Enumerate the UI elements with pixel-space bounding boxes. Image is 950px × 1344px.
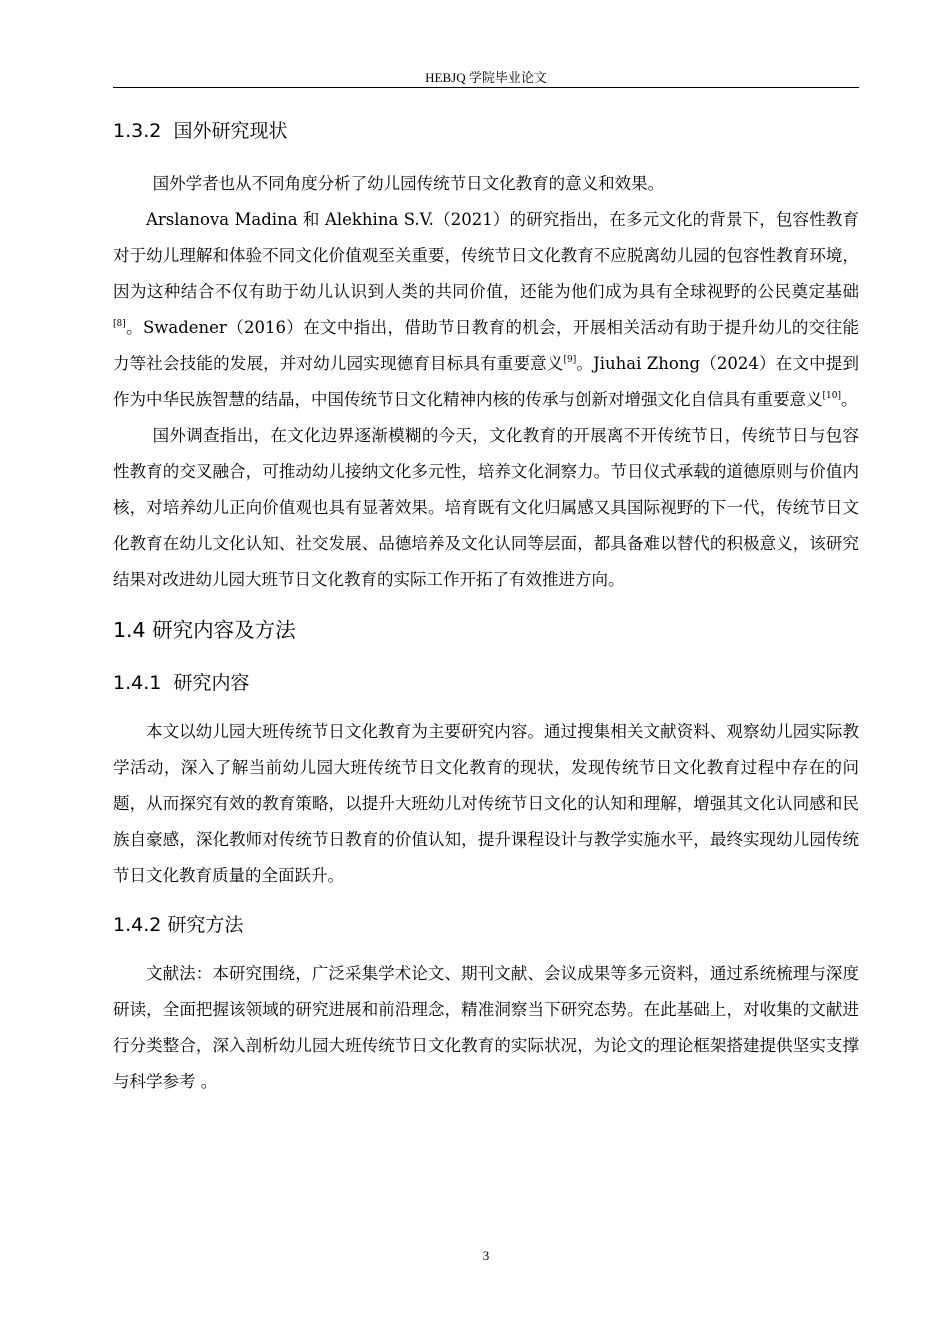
paragraph: 文献法：本研究围绕，广泛采集学术论文、期刊文献、会议成果等多元资料，通过系统梳理与深度研读，全面把握该领域的研究进展和前沿理念，精准洞察当下研究态势。在此基础上，对收集的文献进行分类整合，深入剖析幼儿园大班传统节日文化教育的实际状况，为论文的理论框架搭建提供坚实支撑与科学参考 。: [113, 964, 859, 1091]
section-heading-1-4-2: 1.4.2 研究方法: [113, 914, 244, 936]
page-body: [113, 118, 859, 1100]
paragraph-text: 。Jiuhai Zhong（2024）在文中提到作为中华民族智慧的结晶，中国传统节日文化精神内核的传承与创新对增强文化自信具有重要意义: [113, 354, 859, 409]
section-number: 1.4.1: [113, 672, 162, 694]
section-heading-1-4: 1.4 研究内容及方法: [113, 618, 296, 642]
header-rule: [113, 87, 859, 88]
section-title: 研究内容: [173, 672, 250, 694]
page-number: 3: [482, 1248, 490, 1263]
running-header: HEBJQ 学院毕业论文: [425, 70, 547, 85]
paragraph-text: Arslanova Madina 和 Alekhina S.V.（2021）的研究指出，在多元文化的背景下，包容性教育对于幼儿理解和体验不同文化价值观至关重要，传统节日文化教育不应脱离幼儿园的包容性教育环境，因为这种结合不仅有助于幼儿认识到人类的共同价值，还能为他们成为具有全球视野的公民奠定基础: [113, 210, 859, 301]
section-heading-1-3-2: [113, 118, 859, 144]
paragraph: 国外调查指出，在文化边界逐渐模糊的今天，文化教育的开展离不开传统节日，传统节日与包容性教育的交叉融合，可推动幼儿接纳文化多元性，培养文化洞察力。节日仪式承载的道德原则与价值内核，对培养幼儿正向价值观也具有显著效果。培育既有文化归属感又具国际视野的下一代，传统节日文化教育在幼儿文化认知、社交发展、品德培养及文化认同等层面，都具备难以替代的积极意义，该研究结果对改进幼儿园大班节日文化教育的实际工作开拓了有效推进方向。: [113, 426, 859, 589]
paragraph: [113, 202, 859, 418]
section-number: 1.3.2: [113, 120, 162, 142]
section-title: 国外研究现状: [173, 120, 288, 142]
citation: [9]: [563, 355, 577, 365]
paragraph: 本文以幼儿园大班传统节日文化教育为主要研究内容。通过搜集相关文献资料、观察幼儿园实际教学活动，深入了解当前幼儿园大班传统节日文化教育的现状，发现传统节日文化教育过程中存在的问题，从而探究有效的教育策略，以提升大班幼儿对传统节日文化的认知和理解，增强其文化认同感和民族自豪感，深化教师对传统节日教育的价值认知，提升课程设计与教学实施水平，最终实现幼儿园传统节日文化教育质量的全面跃升。: [113, 722, 859, 885]
paragraph-text: 。: [840, 390, 858, 409]
paragraph: 国外学者也从不同角度分析了幼儿园传统节日文化教育的意义和效果。: [152, 174, 665, 193]
citation: [8]: [113, 319, 126, 329]
section-heading-1-4-1: [113, 670, 859, 696]
paragraph-text: 。Swadener（2016）在文中指出，借助节日教育的机会，开展相关活动有助于提升幼儿的交往能力等社会技能的发展，并对幼儿园实现德育目标具有重要意义: [113, 318, 859, 373]
citation: [10]: [822, 391, 841, 401]
